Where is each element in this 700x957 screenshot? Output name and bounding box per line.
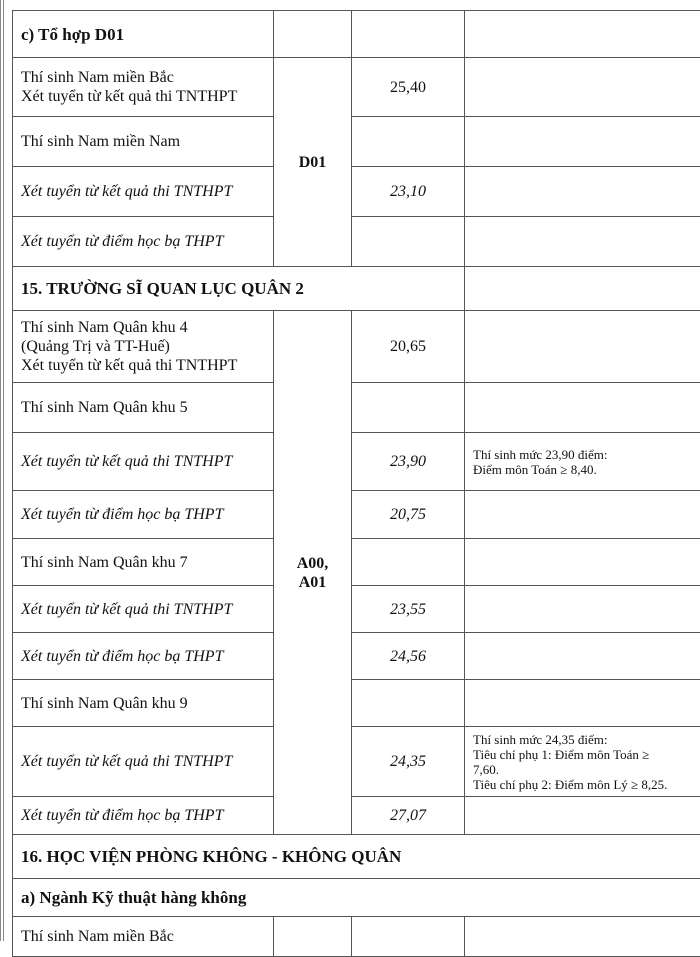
- section-title-school-15: 15. TRƯỜNG SĨ QUAN LỤC QUÂN 2: [13, 267, 465, 311]
- score-cell: 24,35: [352, 727, 465, 797]
- score-cell: [352, 217, 465, 267]
- table-row: [13, 491, 700, 539]
- score-cell: [352, 680, 465, 727]
- score-cell: 23,10: [352, 167, 465, 217]
- candidate-cell: Thí sinh Nam miền Bắc: [13, 917, 274, 957]
- candidate-cell: Xét tuyển từ điểm học bạ THPT: [13, 797, 274, 835]
- note-cell: [465, 917, 700, 957]
- note-cell: [465, 586, 700, 633]
- score-cell: 24,56: [352, 633, 465, 680]
- note-line: 7,60.: [473, 762, 700, 777]
- note-cell: [465, 797, 700, 835]
- note-line: Điểm môn Toán ≥ 8,40.: [473, 462, 700, 477]
- note-line: Tiêu chí phụ 2: Điểm môn Lý ≥ 8,25.: [473, 777, 700, 792]
- note-cell: [465, 539, 700, 586]
- section-row-school-15: [13, 267, 700, 311]
- empty-cell: [465, 267, 700, 311]
- note-line: Thí sinh mức 23,90 điểm:: [473, 447, 700, 462]
- note-cell: [465, 217, 700, 267]
- candidate-line: Xét tuyển từ kết quả thi TNTHPT: [21, 87, 273, 106]
- page-left-edge: [0, 0, 4, 941]
- table-row: [13, 383, 700, 433]
- section-title-d01: c) Tổ hợp D01: [13, 11, 274, 58]
- table-row: [13, 167, 700, 217]
- note-cell: [465, 633, 700, 680]
- section-row-d01: [13, 11, 700, 58]
- note-cell: [465, 383, 700, 433]
- section-title-major-a: a) Ngành Kỹ thuật hàng không: [13, 879, 700, 917]
- section-row-school-16: [13, 835, 700, 879]
- candidate-cell: Thí sinh Nam Quân khu 7: [13, 539, 274, 586]
- note-cell: [465, 680, 700, 727]
- admission-score-table: [12, 10, 700, 957]
- candidate-cell: Xét tuyển từ điểm học bạ THPT: [13, 491, 274, 539]
- candidate-line: (Quảng Trị và TT-Huế): [21, 337, 273, 356]
- table-row: [13, 680, 700, 727]
- empty-cell: [274, 917, 352, 957]
- table-row: [13, 917, 700, 957]
- candidate-line: Thí sinh Nam Quân khu 4: [21, 318, 273, 337]
- note-cell: [465, 58, 700, 117]
- subject-code-line: A01: [274, 573, 351, 592]
- candidate-cell: Xét tuyển từ điểm học bạ THPT: [13, 633, 274, 680]
- note-cell: [465, 311, 700, 383]
- candidate-cell: Xét tuyển từ kết quả thi TNTHPT: [13, 433, 274, 491]
- candidate-cell: Xét tuyển từ điểm học bạ THPT: [13, 217, 274, 267]
- candidate-cell: [13, 58, 274, 117]
- table-row: [13, 633, 700, 680]
- score-cell: 20,65: [352, 311, 465, 383]
- subject-code-d01: D01: [274, 58, 352, 267]
- note-cell: [465, 117, 700, 167]
- score-cell: 25,40: [352, 58, 465, 117]
- table-row: [13, 311, 700, 383]
- score-cell: [352, 917, 465, 957]
- note-cell: [465, 167, 700, 217]
- table-row: [13, 727, 700, 797]
- candidate-cell: Thí sinh Nam miền Nam: [13, 117, 274, 167]
- empty-cell: [274, 11, 352, 58]
- subject-code-a00-a01: [274, 311, 352, 835]
- section-title-school-16: 16. HỌC VIỆN PHÒNG KHÔNG - KHÔNG QUÂN: [13, 835, 700, 879]
- score-cell: 20,75: [352, 491, 465, 539]
- score-cell: [352, 539, 465, 586]
- subject-code-line: A00,: [274, 554, 351, 573]
- note-line: Thí sinh mức 24,35 điểm:: [473, 732, 700, 747]
- table-row: [13, 58, 700, 117]
- candidate-cell: Xét tuyển từ kết quả thi TNTHPT: [13, 727, 274, 797]
- table-row: [13, 217, 700, 267]
- candidate-cell: [13, 311, 274, 383]
- empty-cell: [352, 11, 465, 58]
- note-cell: [465, 433, 700, 491]
- score-cell: 27,07: [352, 797, 465, 835]
- candidate-cell: Thí sinh Nam Quân khu 9: [13, 680, 274, 727]
- candidate-line: Xét tuyển từ kết quả thi TNTHPT: [21, 356, 273, 375]
- table-row: [13, 117, 700, 167]
- table-row: [13, 797, 700, 835]
- score-cell: [352, 117, 465, 167]
- candidate-cell: Xét tuyển từ kết quả thi TNTHPT: [13, 586, 274, 633]
- score-cell: 23,90: [352, 433, 465, 491]
- score-cell: [352, 383, 465, 433]
- empty-cell: [465, 11, 700, 58]
- score-cell: 23,55: [352, 586, 465, 633]
- note-cell: [465, 727, 700, 797]
- candidate-cell: Xét tuyển từ kết quả thi TNTHPT: [13, 167, 274, 217]
- note-line: Tiêu chí phụ 1: Điểm môn Toán ≥: [473, 747, 700, 762]
- candidate-cell: Thí sinh Nam Quân khu 5: [13, 383, 274, 433]
- table-row: [13, 539, 700, 586]
- candidate-line: Thí sinh Nam miền Bắc: [21, 68, 273, 87]
- note-cell: [465, 491, 700, 539]
- table-row: [13, 586, 700, 633]
- table-row: [13, 433, 700, 491]
- section-row-major-a: [13, 879, 700, 917]
